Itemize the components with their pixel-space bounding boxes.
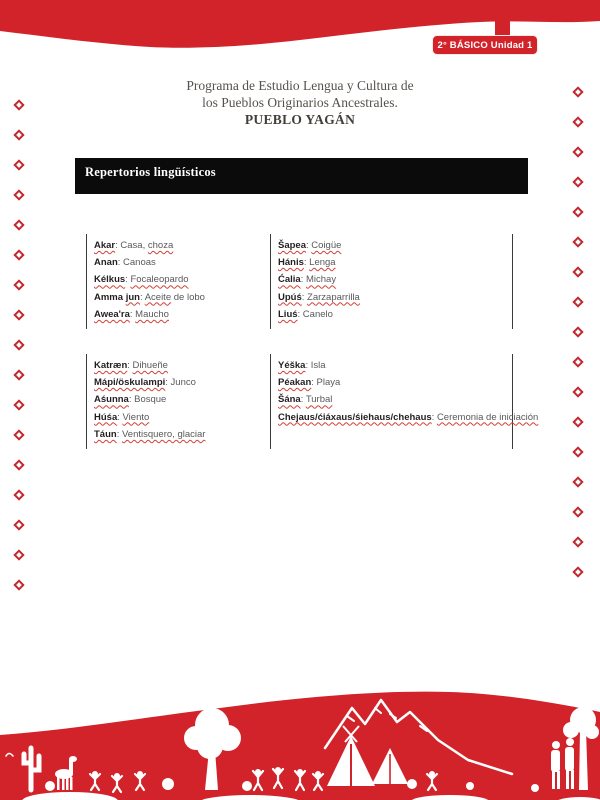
vocab-definition: : Playa xyxy=(311,377,341,389)
vocab-term: Amma xyxy=(94,291,126,303)
vocab-term: Yéška xyxy=(278,360,306,372)
vocab-entry xyxy=(278,289,512,306)
diamond-ornament xyxy=(572,116,583,127)
vocab-entry xyxy=(278,357,512,374)
title-line-2: los Pueblos Originarios Ancestrales. xyxy=(202,95,398,110)
vocab-table xyxy=(86,234,539,449)
vocab-entry xyxy=(94,426,270,443)
vocab-entry xyxy=(278,306,512,323)
diamond-ornament xyxy=(13,309,24,320)
diamond-ornament xyxy=(572,146,583,157)
vocab-entry xyxy=(94,357,270,374)
diamond-ornament xyxy=(572,386,583,397)
vocab-entry xyxy=(94,391,270,408)
title-line-1: Programa de Estudio Lengua y Cultura de xyxy=(186,78,414,93)
diamond-ornament xyxy=(572,416,583,427)
unit-badge-label: 2° BÁSICO Unidad 1 xyxy=(437,39,533,51)
vocab-term: Awea'ra xyxy=(94,308,130,320)
diamond-ornament xyxy=(572,296,583,307)
vocab-term: Chejaus/ćiáxaus/śiehaus/chehaus xyxy=(278,411,432,423)
vocab-definition: : xyxy=(117,411,123,423)
vocab-definition: : Bosque xyxy=(128,394,167,406)
vocab-definition: Michay xyxy=(306,274,337,286)
vocab-definition: Zarzaparrilla xyxy=(307,291,360,303)
diamond-ornament xyxy=(13,369,24,380)
vocab-term: Húśa xyxy=(94,411,118,423)
vocab-term: Hánis xyxy=(278,257,304,269)
vocab-term: Liuś xyxy=(278,308,298,320)
diamond-ornament xyxy=(13,429,24,440)
vocab-definition: Aceite xyxy=(144,291,172,303)
vocab-entry xyxy=(278,409,539,426)
vocab-definition: : xyxy=(303,257,310,269)
vocab-definition: : xyxy=(139,291,145,303)
title-line-pueblo: PUEBLO YAGÁN xyxy=(244,112,356,127)
diamond-ornament xyxy=(13,129,24,140)
vocab-definition: : xyxy=(301,291,308,303)
vocab-block xyxy=(86,234,270,329)
vocab-entry xyxy=(278,374,512,391)
vocab-definition: : xyxy=(116,428,122,440)
vocab-entry xyxy=(278,254,512,271)
vocab-entry xyxy=(278,237,512,254)
diamond-ornament xyxy=(13,489,24,500)
vocab-definition: choza xyxy=(147,240,174,251)
vocab-definition: Ceremonia de iniciación xyxy=(436,411,539,423)
vocab-definition: Dihueñe xyxy=(132,360,168,372)
diamond-ornament xyxy=(572,566,583,577)
diamond-ornament xyxy=(572,536,583,547)
diamond-ornament xyxy=(13,339,24,350)
vocab-definition: de lobo xyxy=(171,291,205,303)
vocab-definition: Lenga xyxy=(309,257,336,269)
vocab-definition: Focaleopardo xyxy=(130,274,189,286)
vocab-definition: : xyxy=(300,394,306,406)
vocab-definition: : xyxy=(125,274,131,286)
vocab-term: Akar xyxy=(94,240,116,251)
vocab-definition: : xyxy=(431,411,437,423)
vocab-definition: : xyxy=(129,308,136,320)
diamond-ornament xyxy=(572,86,583,97)
diamond-ornament xyxy=(13,399,24,410)
diamond-ornament xyxy=(13,459,24,470)
vocab-definition: : Canelo xyxy=(297,308,333,320)
vocab-entry xyxy=(94,271,270,288)
diamond-ornament xyxy=(572,326,583,337)
vocab-definition: : Canoas xyxy=(117,257,156,269)
diamond-ornament xyxy=(13,579,24,590)
vocab-term: Anan xyxy=(94,257,118,269)
footer-silhouette-art xyxy=(0,650,600,800)
diamond-ornament xyxy=(13,99,24,110)
vocab-term: Katræn xyxy=(94,360,128,372)
diamond-ornament xyxy=(13,189,24,200)
diamond-ornament xyxy=(572,176,583,187)
diamond-ornament xyxy=(572,476,583,487)
vocab-definition: : Casa, xyxy=(115,240,148,251)
vocab-entry xyxy=(278,391,512,408)
vocab-definition: Ventisquero, glaciar xyxy=(121,428,206,440)
vocab-term: Šána xyxy=(278,394,301,406)
diamond-ornament xyxy=(572,236,583,247)
left-margin-diamonds xyxy=(15,101,23,589)
vocab-term: Táun xyxy=(94,428,117,440)
diamond-ornament xyxy=(572,356,583,367)
vocab-block xyxy=(270,234,513,329)
diamond-ornament xyxy=(13,219,24,230)
vocab-entry xyxy=(94,289,270,306)
vocab-term: Aśunna xyxy=(94,394,129,406)
vocab-definition: : Isla xyxy=(305,360,326,372)
vocab-definition: : xyxy=(127,360,133,372)
vocab-term: Ćalia xyxy=(278,274,301,286)
vocab-term: Kélkus xyxy=(94,274,126,286)
vocab-definition: : xyxy=(300,274,306,286)
diamond-ornament xyxy=(13,249,24,260)
diamond-ornament xyxy=(13,159,24,170)
diamond-ornament xyxy=(572,446,583,457)
vocab-entry xyxy=(94,409,270,426)
vocab-block xyxy=(86,354,270,449)
vocab-definition: Maucho xyxy=(135,308,169,320)
vocab-term: jun xyxy=(125,291,140,303)
vocab-term: Péakan xyxy=(278,377,312,389)
vocab-term: Mápi/öskulampi xyxy=(94,377,166,389)
vocab-term: Šapea xyxy=(278,240,306,251)
vocab-entry xyxy=(94,306,270,323)
vocab-block xyxy=(270,354,539,449)
vocab-definition: : Junco xyxy=(165,377,196,389)
diamond-ornament xyxy=(572,206,583,217)
vocab-entry xyxy=(94,254,270,271)
page-title xyxy=(0,77,600,128)
vocab-entry xyxy=(278,271,512,288)
section-banner xyxy=(75,158,528,194)
vocab-definition: Viento xyxy=(122,411,150,423)
vocab-definition: Turbal xyxy=(305,394,333,406)
diamond-ornament xyxy=(13,279,24,290)
vocab-entry xyxy=(94,237,270,254)
vocab-definition: Coigüe xyxy=(311,240,342,251)
diamond-ornament xyxy=(13,519,24,530)
unit-badge xyxy=(432,35,538,55)
vocab-definition: : xyxy=(306,240,312,251)
diamond-ornament xyxy=(572,266,583,277)
right-margin-diamonds xyxy=(574,88,582,576)
diamond-ornament xyxy=(13,549,24,560)
vocab-term: Upúś xyxy=(278,291,302,303)
vocab-entry xyxy=(94,374,270,391)
section-title: Repertorios lingüísticos xyxy=(85,165,216,179)
diamond-ornament xyxy=(572,506,583,517)
